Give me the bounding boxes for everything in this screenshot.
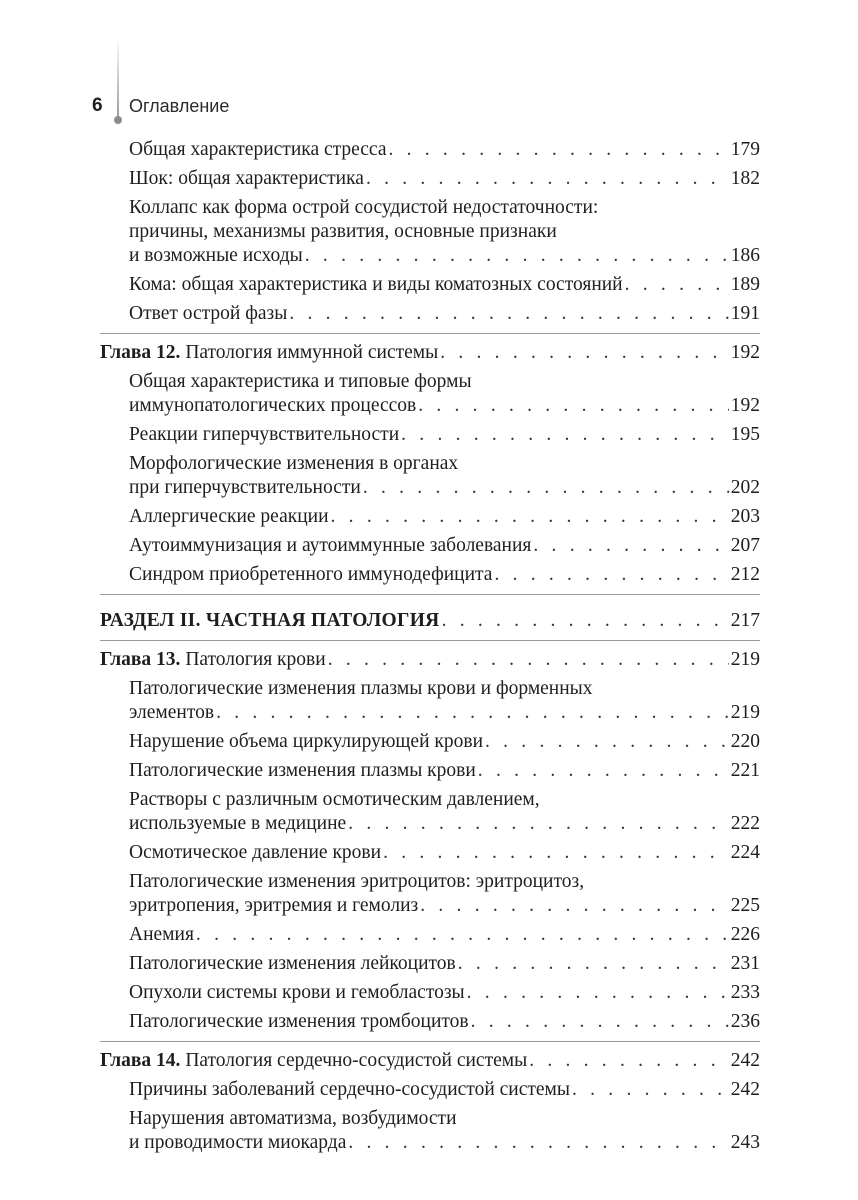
dot-leader (625, 273, 729, 297)
chapter-label: Глава 13. (100, 649, 181, 670)
dot-leader (458, 952, 729, 976)
toc-entry-text: Синдром приобретенного иммунодефицита (129, 564, 493, 585)
toc-entry[interactable] (100, 952, 760, 976)
toc-entry-text: Патологические изменения лейкоцитов (129, 953, 456, 974)
toc-chapter-13-entries (100, 677, 760, 1034)
dot-leader (467, 981, 729, 1005)
toc-entry-text: Причины заболеваний сердечно-сосудистой системы (129, 1079, 570, 1100)
toc-entry[interactable] (100, 677, 760, 725)
toc-page-number: 189 (730, 274, 760, 295)
dot-leader (401, 423, 729, 447)
toc-entry[interactable] (100, 302, 760, 326)
chapter-label: Глава 14. (100, 1050, 181, 1071)
dot-leader (572, 1078, 729, 1102)
toc-page-number: 207 (730, 535, 760, 556)
toc-entry-line: Патологические изменения эритроцитов: эритроцитоз, (129, 871, 585, 892)
toc-entry-text: Нарушение объема циркулирующей крови (129, 731, 483, 752)
toc-chapter-12-entries (100, 370, 760, 587)
toc-entry[interactable] (100, 534, 760, 558)
toc-entry-text: элементов (129, 702, 215, 723)
header-rule-dot (114, 116, 122, 124)
dot-leader (478, 759, 729, 783)
dot-leader (331, 505, 729, 529)
toc-chapter-13[interactable] (100, 648, 760, 672)
toc-page-number: 179 (730, 139, 760, 160)
toc-entry-line: Патологические изменения плазмы крови и форменных (129, 678, 593, 699)
toc-page-number: 219 (730, 649, 760, 670)
toc-divider (100, 1041, 760, 1042)
toc-page-number: 203 (730, 506, 760, 527)
toc-page-number: 236 (730, 1011, 760, 1032)
dot-leader (348, 1131, 728, 1155)
toc-page-number: 202 (730, 477, 760, 498)
dot-leader (328, 648, 729, 672)
toc-entry-text: Анемия (129, 924, 194, 945)
dot-leader (305, 244, 729, 268)
toc-entry-text: Ответ острой фазы (129, 303, 288, 324)
toc-entry-text: иммунопатологических процессов (129, 395, 417, 416)
toc-entry[interactable] (100, 870, 760, 918)
table-of-contents (100, 133, 760, 1155)
toc-entry-text: Реакции гиперчувствительности (129, 424, 400, 445)
toc-entry-line: причины, механизмы развития, основные признаки (129, 221, 557, 242)
toc-entry-text: эритропения, эритремия и гемолиз (129, 895, 419, 916)
toc-entry-line: Коллапс как форма острой сосудистой недостаточности: (129, 197, 599, 218)
section-title: РАЗДЕЛ II. ЧАСТНАЯ ПАТОЛОГИЯ (100, 610, 440, 631)
toc-entry[interactable] (100, 563, 760, 587)
toc-chapter-12[interactable] (100, 341, 760, 365)
chapter-title: Патология иммунной системы (185, 342, 439, 363)
toc-page-number: 182 (730, 168, 760, 189)
toc-entry-text: при гиперчувствительности (129, 477, 361, 498)
toc-entry-text: Общая характеристика стресса (129, 139, 387, 160)
toc-entry[interactable] (100, 196, 760, 268)
toc-entry[interactable] (100, 981, 760, 1005)
toc-entry-text: и возможные исходы (129, 245, 303, 266)
toc-page-number: 242 (730, 1079, 760, 1100)
toc-page-number: 217 (730, 610, 760, 631)
toc-page-number: 192 (730, 342, 760, 363)
toc-entry[interactable] (100, 423, 760, 447)
running-header-title: Оглавление (129, 96, 230, 116)
toc-page-number: 231 (730, 953, 760, 974)
page-number: 6 (92, 95, 103, 116)
toc-entry-text: Опухоли системы крови и гемобластозы (129, 982, 465, 1003)
toc-entry-text: Шок: общая характеристика (129, 168, 364, 189)
toc-divider (100, 594, 760, 595)
toc-entry[interactable] (100, 730, 760, 754)
toc-page-number: 219 (730, 702, 760, 723)
toc-page-number: 220 (730, 731, 760, 752)
dot-leader (494, 563, 728, 587)
toc-entry[interactable] (100, 923, 760, 947)
dot-leader (196, 923, 729, 947)
toc-entry-text: Осмотическое давление крови (129, 842, 382, 863)
toc-entry[interactable] (100, 505, 760, 529)
toc-entry-text: и проводимости миокарда (129, 1132, 347, 1153)
toc-entry[interactable] (100, 452, 760, 500)
toc-page-number: 192 (730, 395, 760, 416)
toc-entry-text: Кома: общая характеристика и виды коматозных состояний (129, 274, 623, 295)
toc-intro-group (100, 138, 760, 326)
toc-entry[interactable] (100, 759, 760, 783)
toc-entry[interactable] (100, 1010, 760, 1034)
chapter-label: Глава 12. (100, 342, 181, 363)
dot-leader (348, 812, 729, 836)
toc-page-number: 212 (730, 564, 760, 585)
dot-leader (440, 341, 729, 365)
dot-leader (363, 476, 729, 500)
toc-page-number: 233 (730, 982, 760, 1003)
dot-leader (471, 1010, 729, 1034)
dot-leader (388, 138, 728, 162)
toc-entry-text: Аутоиммунизация и аутоиммунные заболевания (129, 535, 532, 556)
chapter-title: Патология сердечно-сосудистой системы (185, 1050, 528, 1071)
toc-page-number: 195 (730, 424, 760, 445)
toc-entry-text: Патологические изменения плазмы крови (129, 760, 476, 781)
dot-leader (420, 894, 729, 918)
toc-entry[interactable] (100, 370, 760, 418)
dot-leader (366, 167, 729, 191)
toc-entry[interactable] (100, 138, 760, 162)
header-rule (117, 38, 119, 118)
toc-entry-line: Растворы с различным осмотическим давлением, (129, 789, 540, 810)
toc-page-number: 243 (730, 1132, 760, 1153)
toc-entry-text: используемые в медицине (129, 813, 347, 834)
toc-entry-line: Морфологические изменения в органах (129, 453, 459, 474)
dot-leader (533, 534, 728, 558)
toc-chapter-14[interactable] (100, 1049, 760, 1073)
toc-section-2[interactable] (100, 609, 760, 633)
toc-page-number: 222 (730, 813, 760, 834)
dot-leader (383, 841, 729, 865)
toc-entry-line: Нарушения автоматизма, возбудимости (129, 1108, 457, 1129)
toc-entry-text: Аллергические реакции (129, 506, 329, 527)
toc-entry[interactable] (100, 841, 760, 865)
toc-entry-line: Общая характеристика и типовые формы (129, 371, 472, 392)
dot-leader (418, 394, 729, 418)
dot-leader (485, 730, 729, 754)
toc-entry-text: Патологические изменения тромбоцитов (129, 1011, 469, 1032)
toc-page-number: 226 (730, 924, 760, 945)
dot-leader (529, 1049, 729, 1073)
dot-leader (289, 302, 728, 326)
toc-page-number: 221 (730, 760, 760, 781)
chapter-title: Патология крови (185, 649, 326, 670)
toc-entry[interactable] (100, 1078, 760, 1102)
toc-page-number: 224 (730, 842, 760, 863)
toc-page-number: 242 (730, 1050, 760, 1071)
toc-entry[interactable] (100, 167, 760, 191)
toc-page-number: 191 (730, 303, 760, 324)
toc-divider (100, 333, 760, 334)
toc-entry[interactable] (100, 273, 760, 297)
dot-leader (442, 609, 729, 633)
toc-entry[interactable] (100, 788, 760, 836)
toc-chapter-14-entries (100, 1078, 760, 1155)
toc-page-number: 186 (730, 245, 760, 266)
toc-entry[interactable] (100, 1107, 760, 1155)
toc-page-number: 225 (730, 895, 760, 916)
toc-divider (100, 640, 760, 641)
dot-leader (216, 701, 729, 725)
